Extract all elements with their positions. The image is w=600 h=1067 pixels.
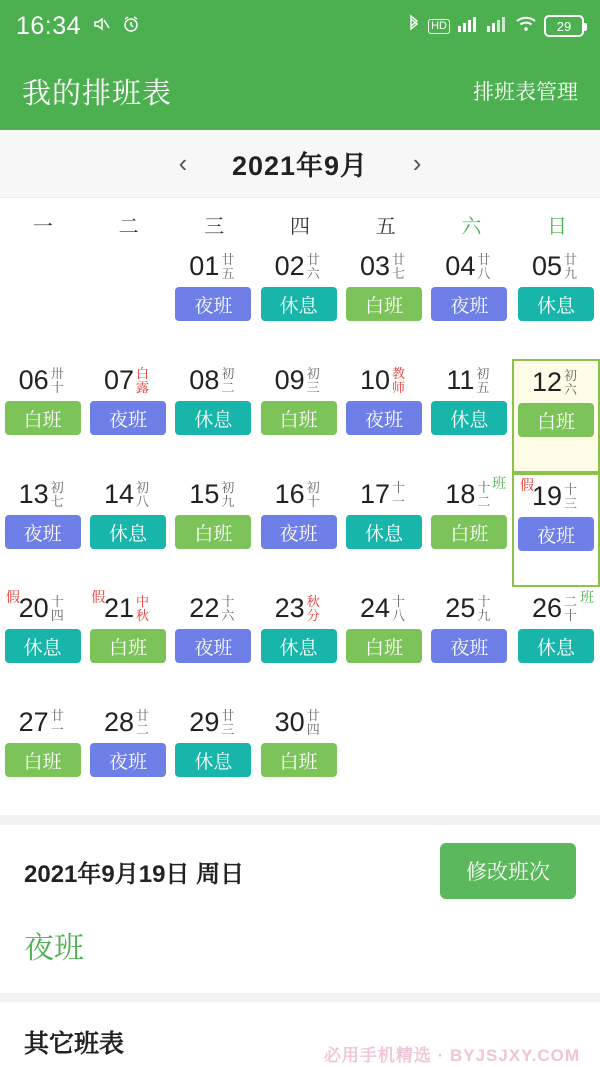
lunar-label: 白露 [136, 366, 150, 395]
lunar-label: 廿四 [306, 708, 320, 737]
day-header [431, 251, 508, 281]
shift-badge[interactable]: 白班 [5, 401, 81, 435]
day-header [260, 707, 337, 737]
hd-icon: HD [428, 19, 450, 34]
weekday-tue: 二 [118, 216, 139, 238]
day-header [260, 251, 337, 281]
day-number: 07 [103, 365, 135, 395]
calendar-day-27[interactable] [0, 701, 85, 815]
calendar-day-05[interactable] [512, 245, 600, 359]
calendar-day-01[interactable] [171, 245, 256, 359]
calendar-day-19[interactable] [512, 473, 600, 587]
lunar-label: 初六 [564, 368, 578, 397]
shift-badge[interactable]: 白班 [261, 401, 337, 435]
shift-badge[interactable]: 夜班 [90, 743, 166, 777]
shift-badge[interactable]: 休息 [431, 401, 507, 435]
day-number: 17 [359, 479, 391, 509]
month-navigation [0, 130, 600, 198]
calendar-day-12[interactable] [512, 359, 600, 473]
workday-marker: 班 [492, 475, 506, 491]
shift-badge[interactable]: 夜班 [346, 401, 422, 435]
day-number: 26 [531, 593, 563, 623]
day-number: 16 [274, 479, 305, 509]
battery-indicator: 29 [544, 15, 584, 37]
shift-badge[interactable]: 休息 [261, 287, 337, 321]
calendar-day-13[interactable] [0, 473, 85, 587]
shift-badge[interactable]: 休息 [261, 629, 337, 663]
status-bar-left [16, 12, 141, 41]
day-header [345, 251, 422, 281]
shift-badge[interactable]: 休息 [90, 515, 166, 549]
day-number: 22 [189, 593, 220, 623]
calendar-day-18[interactable] [427, 473, 512, 587]
selected-date-label: 2021年9月19日 周日 [24, 860, 245, 888]
lunar-label: 廿八 [477, 252, 491, 281]
shift-badge[interactable]: 夜班 [90, 401, 166, 435]
day-number: 13 [18, 479, 49, 509]
day-number: 12 [531, 367, 563, 397]
calendar-day-25[interactable] [427, 587, 512, 701]
day-number: 04 [445, 251, 476, 281]
day-header [260, 365, 337, 395]
day-header [175, 251, 252, 281]
calendar-day-empty [512, 701, 600, 815]
edit-shift-button[interactable]: 修改班次 [440, 843, 576, 899]
lunar-label: 初三 [306, 366, 320, 395]
day-number: 06 [18, 365, 49, 395]
calendar-day-22[interactable] [171, 587, 256, 701]
holiday-marker: 假 [520, 477, 534, 493]
shift-badge[interactable]: 夜班 [5, 515, 81, 549]
lunar-label: 中秋 [136, 594, 150, 623]
calendar-day-empty [341, 701, 426, 815]
calendar-day-empty [85, 245, 170, 359]
shift-badge[interactable]: 休息 [175, 743, 251, 777]
day-number: 03 [359, 251, 391, 281]
lunar-label: 十八 [392, 594, 406, 623]
calendar-day-24[interactable] [341, 587, 426, 701]
day-header [431, 365, 508, 395]
calendar-day-07[interactable] [85, 359, 170, 473]
day-number: 05 [531, 251, 563, 281]
shift-badge[interactable]: 休息 [346, 515, 422, 549]
day-number: 20 [18, 593, 49, 623]
shift-badge[interactable]: 白班 [261, 743, 337, 777]
day-number: 18 [445, 479, 476, 509]
day-header [345, 479, 422, 509]
day-number: 14 [103, 479, 135, 509]
calendar-day-11[interactable] [427, 359, 512, 473]
shift-badge[interactable]: 白班 [175, 515, 251, 549]
lunar-label: 廿一 [50, 708, 64, 737]
weekday-sun: 日 [547, 216, 568, 238]
day-number: 02 [274, 251, 305, 281]
calendar-day-30[interactable] [256, 701, 341, 815]
lunar-label: 廿九 [564, 252, 578, 281]
day-header [89, 479, 166, 509]
lunar-label: 秋分 [306, 594, 320, 623]
day-header [345, 593, 422, 623]
day-header [175, 365, 252, 395]
shift-badge[interactable]: 夜班 [261, 515, 337, 549]
day-number: 24 [359, 593, 391, 623]
day-header [175, 707, 252, 737]
day-header [4, 365, 81, 395]
calendar-grid [0, 245, 600, 815]
calendar-day-29[interactable] [171, 701, 256, 815]
signal-2-icon [486, 15, 508, 38]
day-number: 08 [189, 365, 220, 395]
day-header [518, 367, 594, 397]
weekday-sat: 六 [461, 216, 482, 238]
selected-shift-name: 夜班 [24, 932, 84, 965]
calendar-day-23[interactable] [256, 587, 341, 701]
shift-badge[interactable]: 白班 [346, 287, 422, 321]
day-number: 29 [189, 707, 220, 737]
day-header [175, 593, 252, 623]
weekday-fri: 五 [375, 216, 396, 238]
lunar-label: 初九 [221, 480, 235, 509]
shift-badge[interactable]: 白班 [431, 515, 507, 549]
day-number: 09 [274, 365, 305, 395]
section-divider-2 [0, 993, 600, 1002]
lunar-label: 初二 [221, 366, 235, 395]
day-header [89, 707, 166, 737]
lunar-label: 廿六 [306, 252, 320, 281]
lunar-label: 初十 [306, 480, 320, 509]
lunar-label: 二十 [564, 594, 578, 623]
status-bar-right [407, 14, 584, 39]
calendar-day-26[interactable] [512, 587, 600, 701]
weekday-header [0, 198, 600, 245]
calendar-day-02[interactable] [256, 245, 341, 359]
shift-badge[interactable]: 休息 [518, 287, 594, 321]
calendar-day-10[interactable] [341, 359, 426, 473]
other-schedules-section[interactable] [0, 1002, 600, 1067]
calendar-day-08[interactable] [171, 359, 256, 473]
day-header [345, 365, 422, 395]
lunar-label: 廿五 [221, 252, 235, 281]
shift-badge[interactable]: 白班 [90, 629, 166, 663]
day-number: 28 [103, 707, 135, 737]
day-number: 23 [274, 593, 305, 623]
calendar-day-16[interactable] [256, 473, 341, 587]
shift-badge[interactable]: 夜班 [431, 287, 507, 321]
day-header [431, 593, 508, 623]
day-number: 10 [359, 365, 391, 395]
shift-badge[interactable]: 休息 [5, 629, 81, 663]
lunar-label: 十四 [50, 594, 64, 623]
lunar-label: 十二 [477, 480, 491, 509]
day-header [4, 479, 81, 509]
prev-month-button[interactable]: ‹ [178, 148, 188, 178]
alarm-icon [121, 14, 141, 39]
lunar-label: 十一 [392, 480, 406, 509]
signal-1-icon [457, 15, 479, 38]
calendar-day-06[interactable] [0, 359, 85, 473]
calendar-day-21[interactable] [85, 587, 170, 701]
day-number: 15 [189, 479, 220, 509]
day-header [89, 365, 166, 395]
selected-day-detail [0, 825, 600, 917]
day-header [260, 479, 337, 509]
app-bar [0, 52, 600, 130]
shift-badge[interactable]: 休息 [518, 629, 594, 663]
month-label: 2021年9月 [231, 151, 369, 181]
shift-badge[interactable]: 白班 [5, 743, 81, 777]
mute-icon [91, 14, 111, 39]
page-title: 我的排班表 [22, 77, 173, 110]
lunar-label: 廿三 [221, 708, 235, 737]
shift-badge[interactable]: 白班 [518, 403, 594, 437]
other-schedules-title: 其它班表 [24, 1030, 125, 1058]
shift-badge[interactable]: 夜班 [518, 517, 594, 551]
day-number: 01 [189, 251, 220, 281]
calendar-day-04[interactable] [427, 245, 512, 359]
calendar-day-03[interactable] [341, 245, 426, 359]
day-number: 30 [274, 707, 305, 737]
manage-schedules-button[interactable]: 排班表管理 [473, 81, 578, 104]
watermark-text: 必用手机精选 · BYJSJXY.COM [323, 1046, 580, 1065]
calendar-day-28[interactable] [85, 701, 170, 815]
day-header [260, 593, 337, 623]
calendar-day-09[interactable] [256, 359, 341, 473]
bluetooth-icon [407, 14, 421, 39]
weekday-wed: 三 [204, 216, 225, 238]
lunar-label: 十三 [564, 482, 578, 511]
holiday-marker: 假 [6, 589, 20, 605]
day-number: 27 [18, 707, 49, 737]
lunar-label: 初五 [476, 366, 490, 395]
wifi-icon [515, 15, 537, 38]
next-month-button[interactable]: › [412, 148, 422, 178]
shift-badge[interactable]: 白班 [346, 629, 422, 663]
lunar-label: 十九 [477, 594, 491, 623]
weekday-thu: 四 [289, 216, 310, 238]
day-number: 11 [446, 365, 475, 395]
calendar-day-empty [427, 701, 512, 815]
calendar-day-empty [0, 245, 85, 359]
day-number: 21 [103, 593, 135, 623]
status-bar [0, 0, 600, 52]
calendar-day-14[interactable] [85, 473, 170, 587]
calendar-day-15[interactable] [171, 473, 256, 587]
day-header [175, 479, 252, 509]
holiday-marker: 假 [91, 589, 106, 605]
shift-badge[interactable]: 夜班 [431, 629, 507, 663]
lunar-label: 廿二 [136, 708, 150, 737]
calendar-day-20[interactable] [0, 587, 85, 701]
weekday-mon: 一 [32, 216, 53, 238]
lunar-label: 卅十 [50, 366, 64, 395]
status-time: 16:34 [16, 11, 82, 40]
shift-badge[interactable]: 休息 [175, 401, 251, 435]
lunar-label: 初八 [136, 480, 150, 509]
lunar-label: 初七 [50, 480, 64, 509]
day-header [4, 707, 81, 737]
shift-badge[interactable]: 夜班 [175, 629, 251, 663]
day-number: 19 [531, 481, 563, 511]
shift-badge[interactable]: 夜班 [175, 287, 251, 321]
day-number: 25 [445, 593, 476, 623]
day-header [516, 251, 596, 281]
lunar-label: 教师 [392, 366, 406, 395]
lunar-label: 十六 [221, 594, 235, 623]
calendar-day-17[interactable] [341, 473, 426, 587]
section-divider [0, 815, 600, 825]
lunar-label: 廿七 [392, 252, 406, 281]
workday-marker: 班 [580, 589, 594, 605]
